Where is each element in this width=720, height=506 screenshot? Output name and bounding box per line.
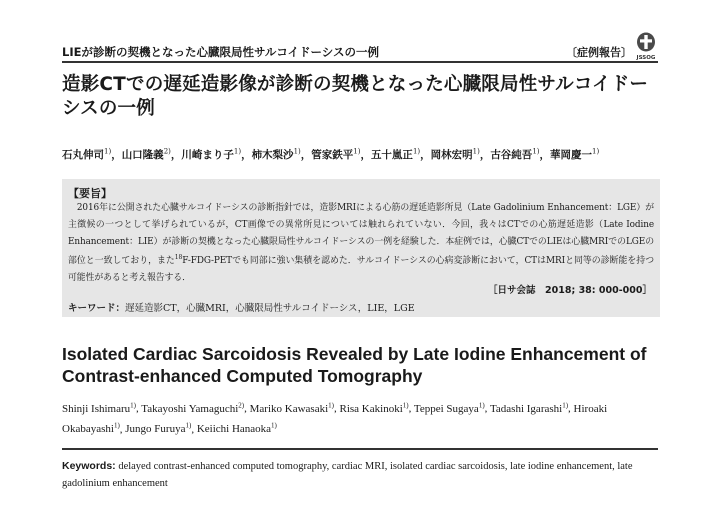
- logo-text: JSSOG: [636, 55, 656, 61]
- section-label: 〔症例報告〕: [566, 46, 632, 59]
- author-name: Hiroaki Okabayashi: [62, 402, 608, 436]
- abstract-box: [62, 179, 660, 317]
- author-name: Keiichi Hanaoka: [196, 423, 272, 436]
- keywords-japanese: [68, 300, 415, 314]
- author-affiliation: 2): [163, 147, 171, 156]
- keywords-list-en: delayed contrast-enhanced computed tomography, cardiac MRI, isolated cardiac sarcoidosis, late iodine enhancement, late gadolinium enhancement: [62, 461, 633, 489]
- author-affiliation: 1): [412, 147, 421, 156]
- author: [340, 403, 409, 415]
- abstract-text-2: F-FDG-PETでも同部に強い集積を認めた．サルコイドーシスの心病変診断において，CTはMRIと同等の診断能を持つ可能性があると考え報告する．: [68, 256, 654, 284]
- author: [62, 149, 111, 161]
- author-affiliation: 1): [472, 147, 480, 156]
- author-name: Teppei Sugaya: [413, 402, 479, 415]
- author-affiliation: 1): [402, 401, 409, 409]
- author-affiliation: 1): [353, 147, 361, 156]
- author: [252, 149, 301, 161]
- author: [550, 149, 599, 161]
- author-name: Tadashi Igarashi: [489, 402, 563, 415]
- author-affiliation: 1): [185, 421, 192, 430]
- isotope-superscript: 18: [174, 254, 183, 262]
- abstract-heading: 【要旨】: [68, 187, 112, 200]
- author-affiliation: 1): [271, 421, 277, 430]
- author: [311, 149, 360, 161]
- keywords-label-en: Keywords:: [62, 460, 116, 472]
- author: [125, 423, 191, 435]
- author-affiliation: 1): [532, 147, 540, 156]
- running-header: [62, 44, 658, 60]
- author: [431, 149, 480, 161]
- author-name: 古谷純吾: [490, 149, 533, 161]
- header-rule: [62, 61, 658, 63]
- author-affiliation: 1): [328, 401, 334, 409]
- author-name: 華岡慶一: [550, 149, 592, 161]
- keywords-label-ja: キーワード：: [68, 303, 126, 314]
- author-name: 柿木梨沙: [251, 149, 294, 161]
- author: [414, 403, 485, 415]
- author-affiliation: 2): [238, 401, 245, 409]
- keywords-rule: [62, 448, 658, 450]
- running-title: LIEが診断の契機となった心臓限局性サルコイドーシスの一例: [62, 45, 379, 59]
- authors-english: Shinji Ishimaru$^{1)}$, Takayoshi Yamaguchi$^{2)}$, Mariko Kawasaki$^{1)}$, Risa Kakinoki$^{1)}$, Teppei Sugaya$^{1)}$, Tadashi Igarashi$^{1)}$, Hiroaki Okabayashi$^{1)}$, Jungo Furuya$^{1)}$, Keiichi Hanaoka$^{1)}$: [62, 401, 608, 436]
- author-affiliation: 1): [104, 147, 112, 156]
- author-name: Jungo Furuya: [125, 423, 186, 436]
- author-name: 五十嵐正: [370, 149, 413, 161]
- keywords-english: [62, 458, 658, 492]
- author: [122, 149, 171, 161]
- author-affiliation: 1): [562, 401, 569, 409]
- title-english: Isolated Cardiac Sarcoidosis Revealed by Late Iodine Enhancement of Contrast-enhanced Computed Tomography: [62, 344, 647, 386]
- author-name: 川崎まり子: [181, 149, 234, 161]
- abstract-text-1: 2016年に公開された心臓サルコイドーシスの診断指針では，造影MRIによる心筋の遅延造影所見（Late Gadolinium Enhancement：LGE）が主徴候の一つとして挙げられているが，CT画像での異常所見については触れられていない．今回，我々はCTでの心筋遅延造影（Late Iodine Enhancement：LIE）が診断の契機となった心臓限局性サルコイドーシスの一例を経験した．本症例では，心臓CTでのLIEは心臓MRIでのLGEの部位と一致しており，また: [68, 203, 654, 267]
- title-japanese: 造影CTでの遅延造影像が診断の契機となった心臓限局性サルコイドーシスの一例: [62, 74, 649, 119]
- author-affiliation: 1): [478, 401, 485, 409]
- author: [181, 149, 241, 161]
- author-name: Mariko Kawasaki: [249, 402, 329, 415]
- authors-japanese: 石丸伸司$^{1)}$，山口隆義$^{2)}$，川崎まり子$^{1)}$，柿木梨沙$^{1)}$，管家鉄平$^{1)}$，五十嵐正$^{1)}$，岡林宏明$^{1)}$，古谷純吾$^{1)}$，華岡慶一$^{1)}$: [62, 147, 600, 161]
- author-affiliation: 1): [293, 147, 301, 156]
- abstract-body: [68, 200, 654, 287]
- author-name: 管家鉄平: [311, 149, 354, 161]
- author: [490, 403, 568, 415]
- citation: ［日サ会誌 2018; 38: 000-000］: [488, 285, 652, 296]
- author-name: 岡林宏明: [430, 149, 473, 161]
- author: [62, 403, 136, 415]
- author-affiliation: 1): [130, 401, 136, 409]
- author-name: Takayoshi Yamaguchi: [141, 402, 239, 415]
- author: [490, 149, 539, 161]
- author-affiliation: 1): [113, 421, 120, 430]
- author-name: Risa Kakinoki: [339, 402, 403, 415]
- author-affiliation: 1): [233, 147, 242, 156]
- author: [250, 403, 334, 415]
- author-name: 山口隆義: [121, 149, 164, 161]
- society-logo: [631, 30, 661, 60]
- author-name: Shinji Ishimaru: [62, 402, 131, 415]
- author-name: 石丸伸司: [62, 149, 104, 161]
- keywords-list-ja: 遅延造影CT，心臓MRI，心臓限局性サルコイドーシス，LIE，LGE: [125, 303, 415, 314]
- author: [141, 403, 244, 415]
- author: [197, 423, 277, 435]
- author-affiliation: 1): [592, 147, 600, 156]
- author: [371, 149, 420, 161]
